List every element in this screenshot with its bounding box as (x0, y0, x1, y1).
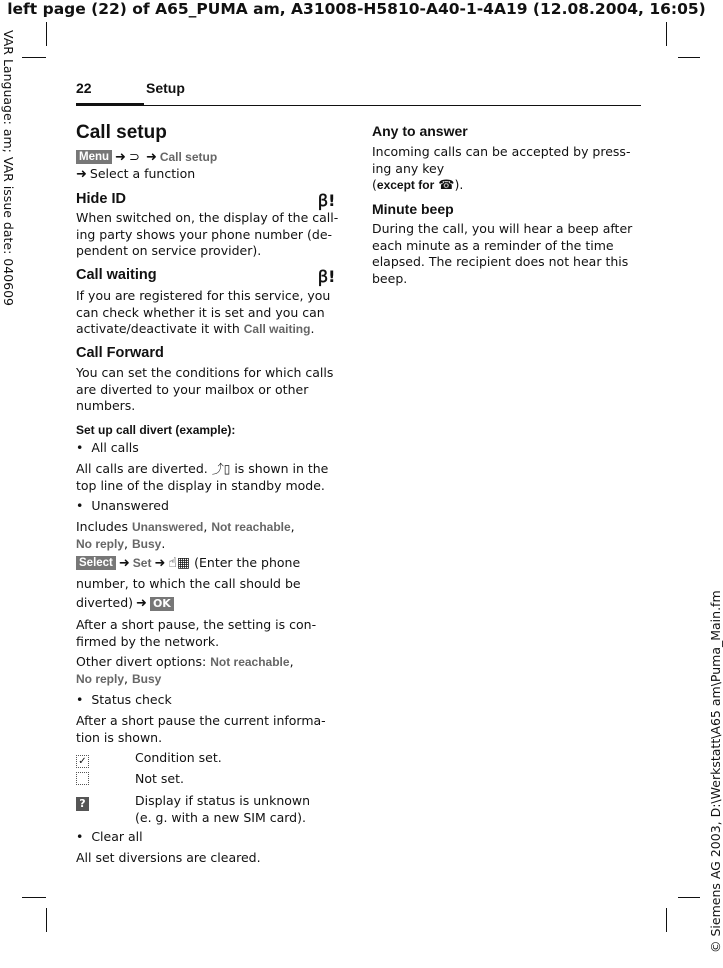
text-span: activate/deactivate it with (76, 321, 244, 336)
crop-mark (46, 22, 47, 46)
other-divert-text (76, 654, 294, 687)
checkbox-empty-icon (76, 772, 89, 785)
text-span: . (310, 321, 315, 336)
any-key-heading: Any to answer (372, 123, 468, 139)
text-line: (e. g. with a new SIM card). (135, 809, 306, 825)
text-line: number, to which the call should be (76, 576, 301, 591)
ok-key: OK (150, 597, 174, 611)
text-span: Includes (76, 519, 132, 534)
side-text-right (691, 568, 723, 968)
arrow-icon: ➜ (76, 167, 87, 182)
text-line: elapsed. The recipient does not hear this (372, 254, 629, 269)
text-line (76, 461, 328, 478)
busy-softkey: Busy (131, 671, 162, 686)
text-line: numbers. (76, 398, 136, 413)
bullet-unanswered: • Unanswered (76, 498, 169, 513)
set-softkey: Set (132, 556, 152, 570)
arrow-icon: ➜ (145, 150, 157, 165)
text-line: Other divert options: Not reachable, (76, 654, 294, 669)
clear-all-text: All set diversions are cleared. (76, 850, 261, 865)
text-line: After a short pause the current informa- (76, 713, 326, 728)
phone-setup-icon: ⊃ (128, 150, 140, 165)
text-span: diverted) (76, 595, 134, 610)
select-set-line (76, 555, 300, 573)
text-line: No reply, Busy (76, 670, 162, 686)
crop-mark (22, 897, 46, 898)
except-for-label: except for (376, 178, 435, 192)
crop-mark (678, 897, 700, 898)
unanswered-softkey: Unanswered (132, 520, 204, 534)
call-waiting-heading: Call waiting (76, 267, 157, 283)
side-right-label: © Siemens AG 2003, D:\Werkstatt\A65 am\Puma_Main.fm (708, 590, 723, 953)
text-span: (Enter the phone (194, 555, 301, 570)
text-line: pendent on service provider). (76, 243, 262, 258)
status-label (135, 793, 310, 826)
text-line: tion is shown. (76, 729, 163, 745)
nav-select-line (76, 166, 195, 184)
status-label: Not set. (135, 771, 184, 786)
text-line: ing any key (372, 160, 445, 176)
arrow-icon: ➜ (118, 556, 130, 571)
text-line: During the call, you will hear a beep after (372, 221, 633, 236)
status-label: Condition set. (135, 750, 222, 765)
status-condition-set (76, 750, 222, 768)
text-line (76, 321, 330, 338)
provider-service-icon: ꞵ! (318, 267, 336, 286)
hide-id-text (76, 210, 338, 260)
text-line: are diverted to your mailbox or other (76, 381, 309, 397)
crop-mark (678, 57, 700, 58)
bullet-label: Unanswered (91, 498, 169, 513)
header-rule-thick (76, 103, 144, 106)
text-span: Other divert options: (76, 654, 211, 669)
side-text-left (0, 30, 18, 330)
arrow-icon: ➜ (136, 596, 147, 611)
hide-id-heading: Hide ID (76, 191, 126, 207)
not-reachable-softkey: Not reachable (211, 520, 291, 534)
unanswered-text (76, 519, 295, 552)
print-header-text: left page (22) of A65_PUMA am, A31008-H5810-A40-1-4A19 (12.08.2004, 16:05) (7, 0, 706, 18)
text-line: When switched on, the display of the call- (76, 210, 339, 225)
text-span: is shown in the (230, 461, 329, 476)
section-title: Setup (146, 80, 185, 96)
text-line: Includes Unanswered, Not reachable, (76, 519, 295, 534)
header-rule (144, 105, 641, 106)
checkbox-checked-icon: ✓ (76, 755, 89, 768)
call-setup-softkey: Call setup (159, 150, 218, 164)
text-line: You can set the conditions for which calls (76, 365, 334, 380)
call-waiting-softkey: Call waiting (243, 322, 311, 336)
text-line: ing party shows your phone number (de- (76, 226, 333, 242)
select-function-text: Select a function (89, 166, 196, 181)
text-line (76, 593, 301, 613)
text-line: can check whether it is set and you can (76, 304, 325, 320)
text-line: top line of the display in standby mode. (76, 477, 325, 493)
bullet-all-calls: • All calls (76, 440, 139, 455)
pause-text (76, 617, 316, 650)
text-line: (except for ☎). (372, 177, 464, 193)
call-forward-heading: Call Forward (76, 345, 164, 361)
call-forward-text (76, 365, 333, 415)
menu-key: Menu (76, 150, 112, 164)
text-line: No reply, Busy. (76, 535, 166, 551)
divert-icon: ⤴▯ (211, 462, 231, 476)
text-line: each minute as a reminder of the time (372, 237, 614, 253)
arrow-icon: ➜ (115, 150, 126, 165)
setup-divert-heading: Set up call divert (example): (76, 423, 236, 437)
provider-service-icon: ꞵ! (318, 191, 336, 210)
select-set-text (76, 574, 301, 613)
bullet-clear-all: • Clear all (76, 829, 143, 844)
busy-softkey: Busy (131, 536, 162, 551)
text-line: After a short pause, the setting is con- (76, 617, 317, 632)
crop-mark (666, 908, 667, 932)
text-line: Display if status is unknown (135, 793, 311, 808)
print-header-line (0, 0, 713, 19)
no-reply-softkey: No reply (76, 536, 125, 551)
keypad-icon: ☝▦ (168, 555, 191, 571)
minute-beep-text (372, 221, 632, 287)
all-calls-text (76, 461, 328, 494)
text-line: beep. (372, 270, 408, 286)
call-waiting-text (76, 288, 330, 338)
end-call-icon: ☎ (438, 178, 455, 193)
question-mark-icon: ? (76, 797, 89, 811)
arrow-icon: ➜ (154, 556, 166, 571)
crop-mark (22, 57, 46, 58)
status-unknown (76, 793, 311, 825)
page-title: Call setup (76, 122, 167, 143)
side-left-label: VAR Language: am; VAR issue date: 040609 (1, 30, 16, 306)
bullet-label: All calls (91, 440, 139, 455)
status-check-text (76, 713, 326, 746)
bullet-label: Status check (91, 692, 172, 707)
select-key: Select (76, 556, 116, 570)
not-reachable-softkey: Not reachable (210, 655, 290, 669)
page-number: 22 (76, 80, 92, 96)
text-line: Incoming calls can be accepted by press- (372, 144, 631, 159)
status-not-set (76, 771, 184, 788)
any-key-text (372, 144, 630, 195)
crop-mark (46, 908, 47, 932)
bullet-label: Clear all (91, 829, 143, 844)
crop-mark (666, 22, 667, 46)
bullet-status-check: • Status check (76, 692, 172, 707)
no-reply-softkey: No reply (76, 671, 125, 686)
text-line: If you are registered for this service, you (76, 288, 331, 303)
nav-path (76, 149, 217, 167)
text-span: All calls are diverted. (76, 461, 212, 476)
text-line: firmed by the network. (76, 633, 220, 649)
minute-beep-heading: Minute beep (372, 201, 454, 217)
